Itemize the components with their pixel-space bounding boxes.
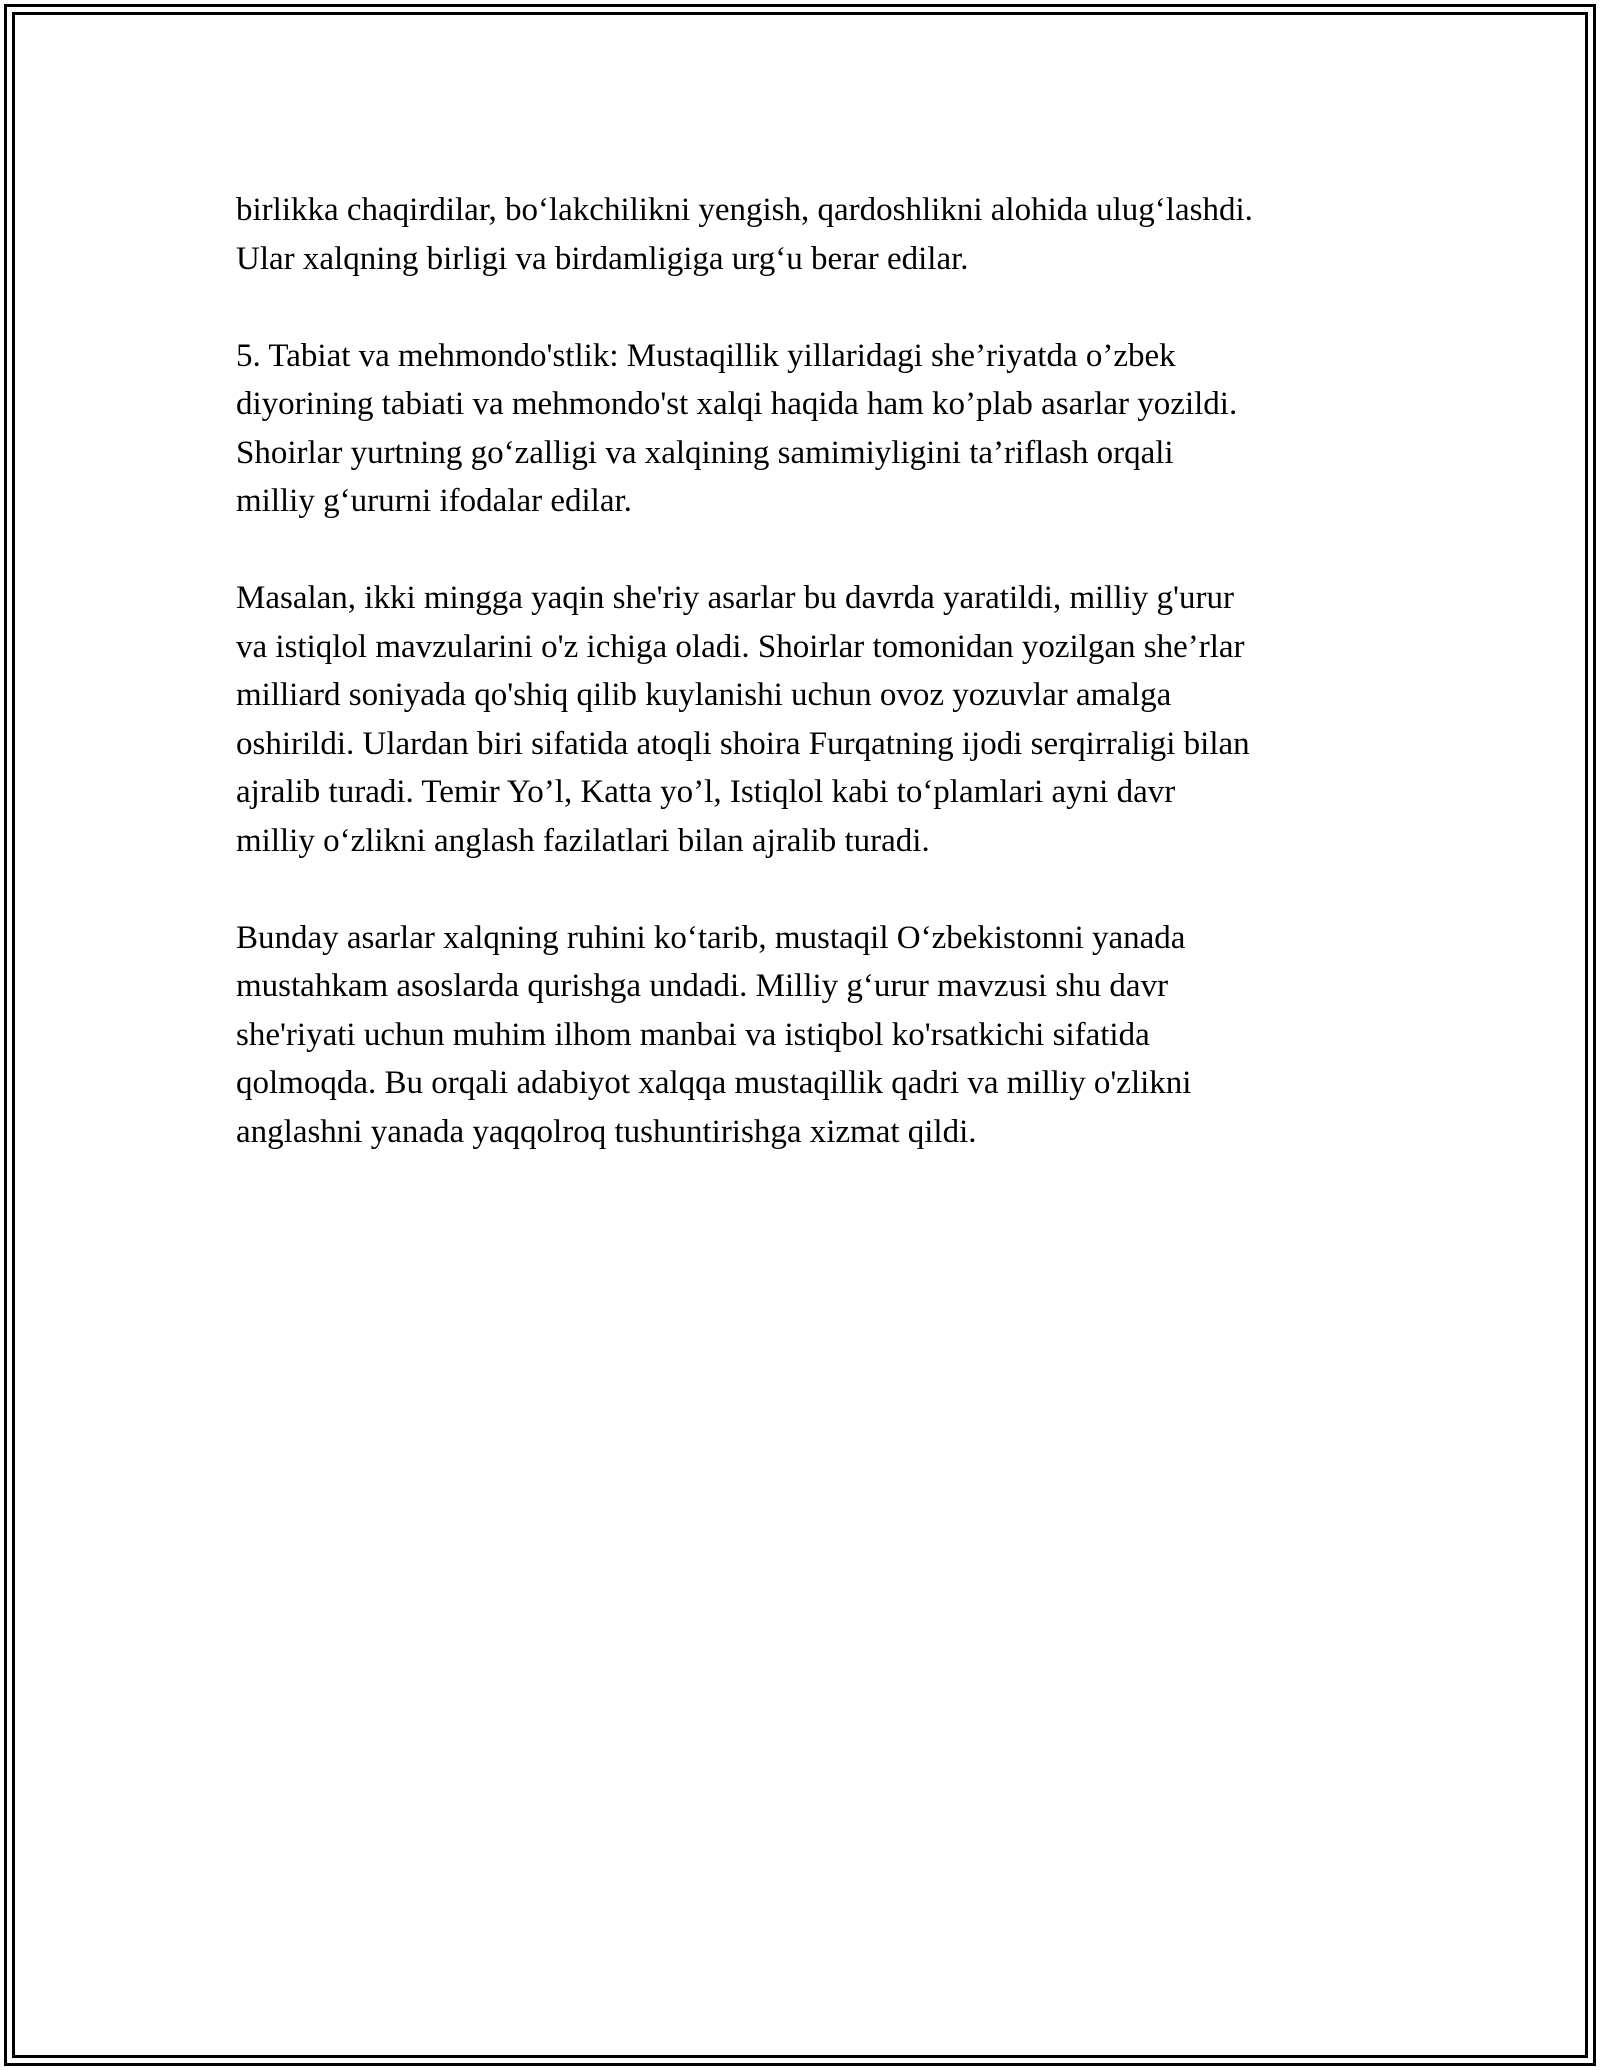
- paragraph-conclusion: [236, 914, 1376, 1157]
- text-line: ajralib turadi. Temir Yo’l, Katta yo’l, Istiqlol kabi to‘plamlari ayni davr: [236, 774, 1176, 810]
- paragraph-examples: [236, 574, 1376, 865]
- text-line: anglashni yanada yaqqolroq tushuntirishga xizmat qildi.: [236, 1113, 977, 1150]
- text-line: birlikka chaqirdilar, bo‘lakchilikni yengish, qardoshlikni alohida ulug‘lashdi.: [236, 192, 1253, 228]
- document-body: [236, 186, 1376, 1205]
- text-line: Bunday asarlar xalqning ruhini ko‘tarib, mustaqil O‘zbekistonni yanada: [236, 919, 1186, 956]
- text-line: she'riyati uchun muhim ilhom manbai va istiqbol ko'rsatkichi sifatida: [236, 1016, 1150, 1053]
- text-line: Shoirlar yurtning go‘zalligi va xalqining samimiyligini ta’riflash orqali: [236, 434, 1174, 471]
- text-line: milliard soniyada qo'shiq qilib kuylanishi uchun ovoz yozuvlar amalga: [236, 677, 1172, 713]
- text-line: qolmoqda. Bu orqali adabiyot xalqqa mustaqillik qadri va milliy o'zlikni: [236, 1065, 1192, 1101]
- text-line: mustahkam asoslarda qurishga undadi. Milliy g‘urur mavzusi shu davr: [236, 968, 1169, 1004]
- text-line: Masalan, ikki mingga yaqin she'riy asarlar bu davrda yaratildi, milliy g'urur: [236, 580, 1234, 616]
- text-line: oshirildi. Ulardan biri sifatida atoqli shoira Furqatning ijodi serqirraligi bilan: [236, 725, 1250, 762]
- text-line: milliy o‘zlikni anglash fazilatlari bilan ajralib turadi.: [236, 822, 930, 859]
- text-line: 5. Tabiat va mehmondo'stlik: Mustaqillik yillaridagi she’riyatda o’zbek: [236, 337, 1176, 374]
- text-line: milliy g‘ururni ifodalar edilar.: [236, 483, 632, 519]
- paragraph-nature-hospitality: [236, 332, 1376, 526]
- text-line: Ular xalqning birligi va birdamligiga urg‘u berar edilar.: [236, 240, 969, 277]
- text-line: va istiqlol mavzularini o'z ichiga oladi. Shoirlar tomonidan yozilgan she’rlar: [236, 628, 1245, 665]
- paragraph-unity: [236, 186, 1376, 283]
- text-line: diyorining tabiati va mehmondo'st xalqi haqida ham ko’plab asarlar yozildi.: [236, 386, 1238, 422]
